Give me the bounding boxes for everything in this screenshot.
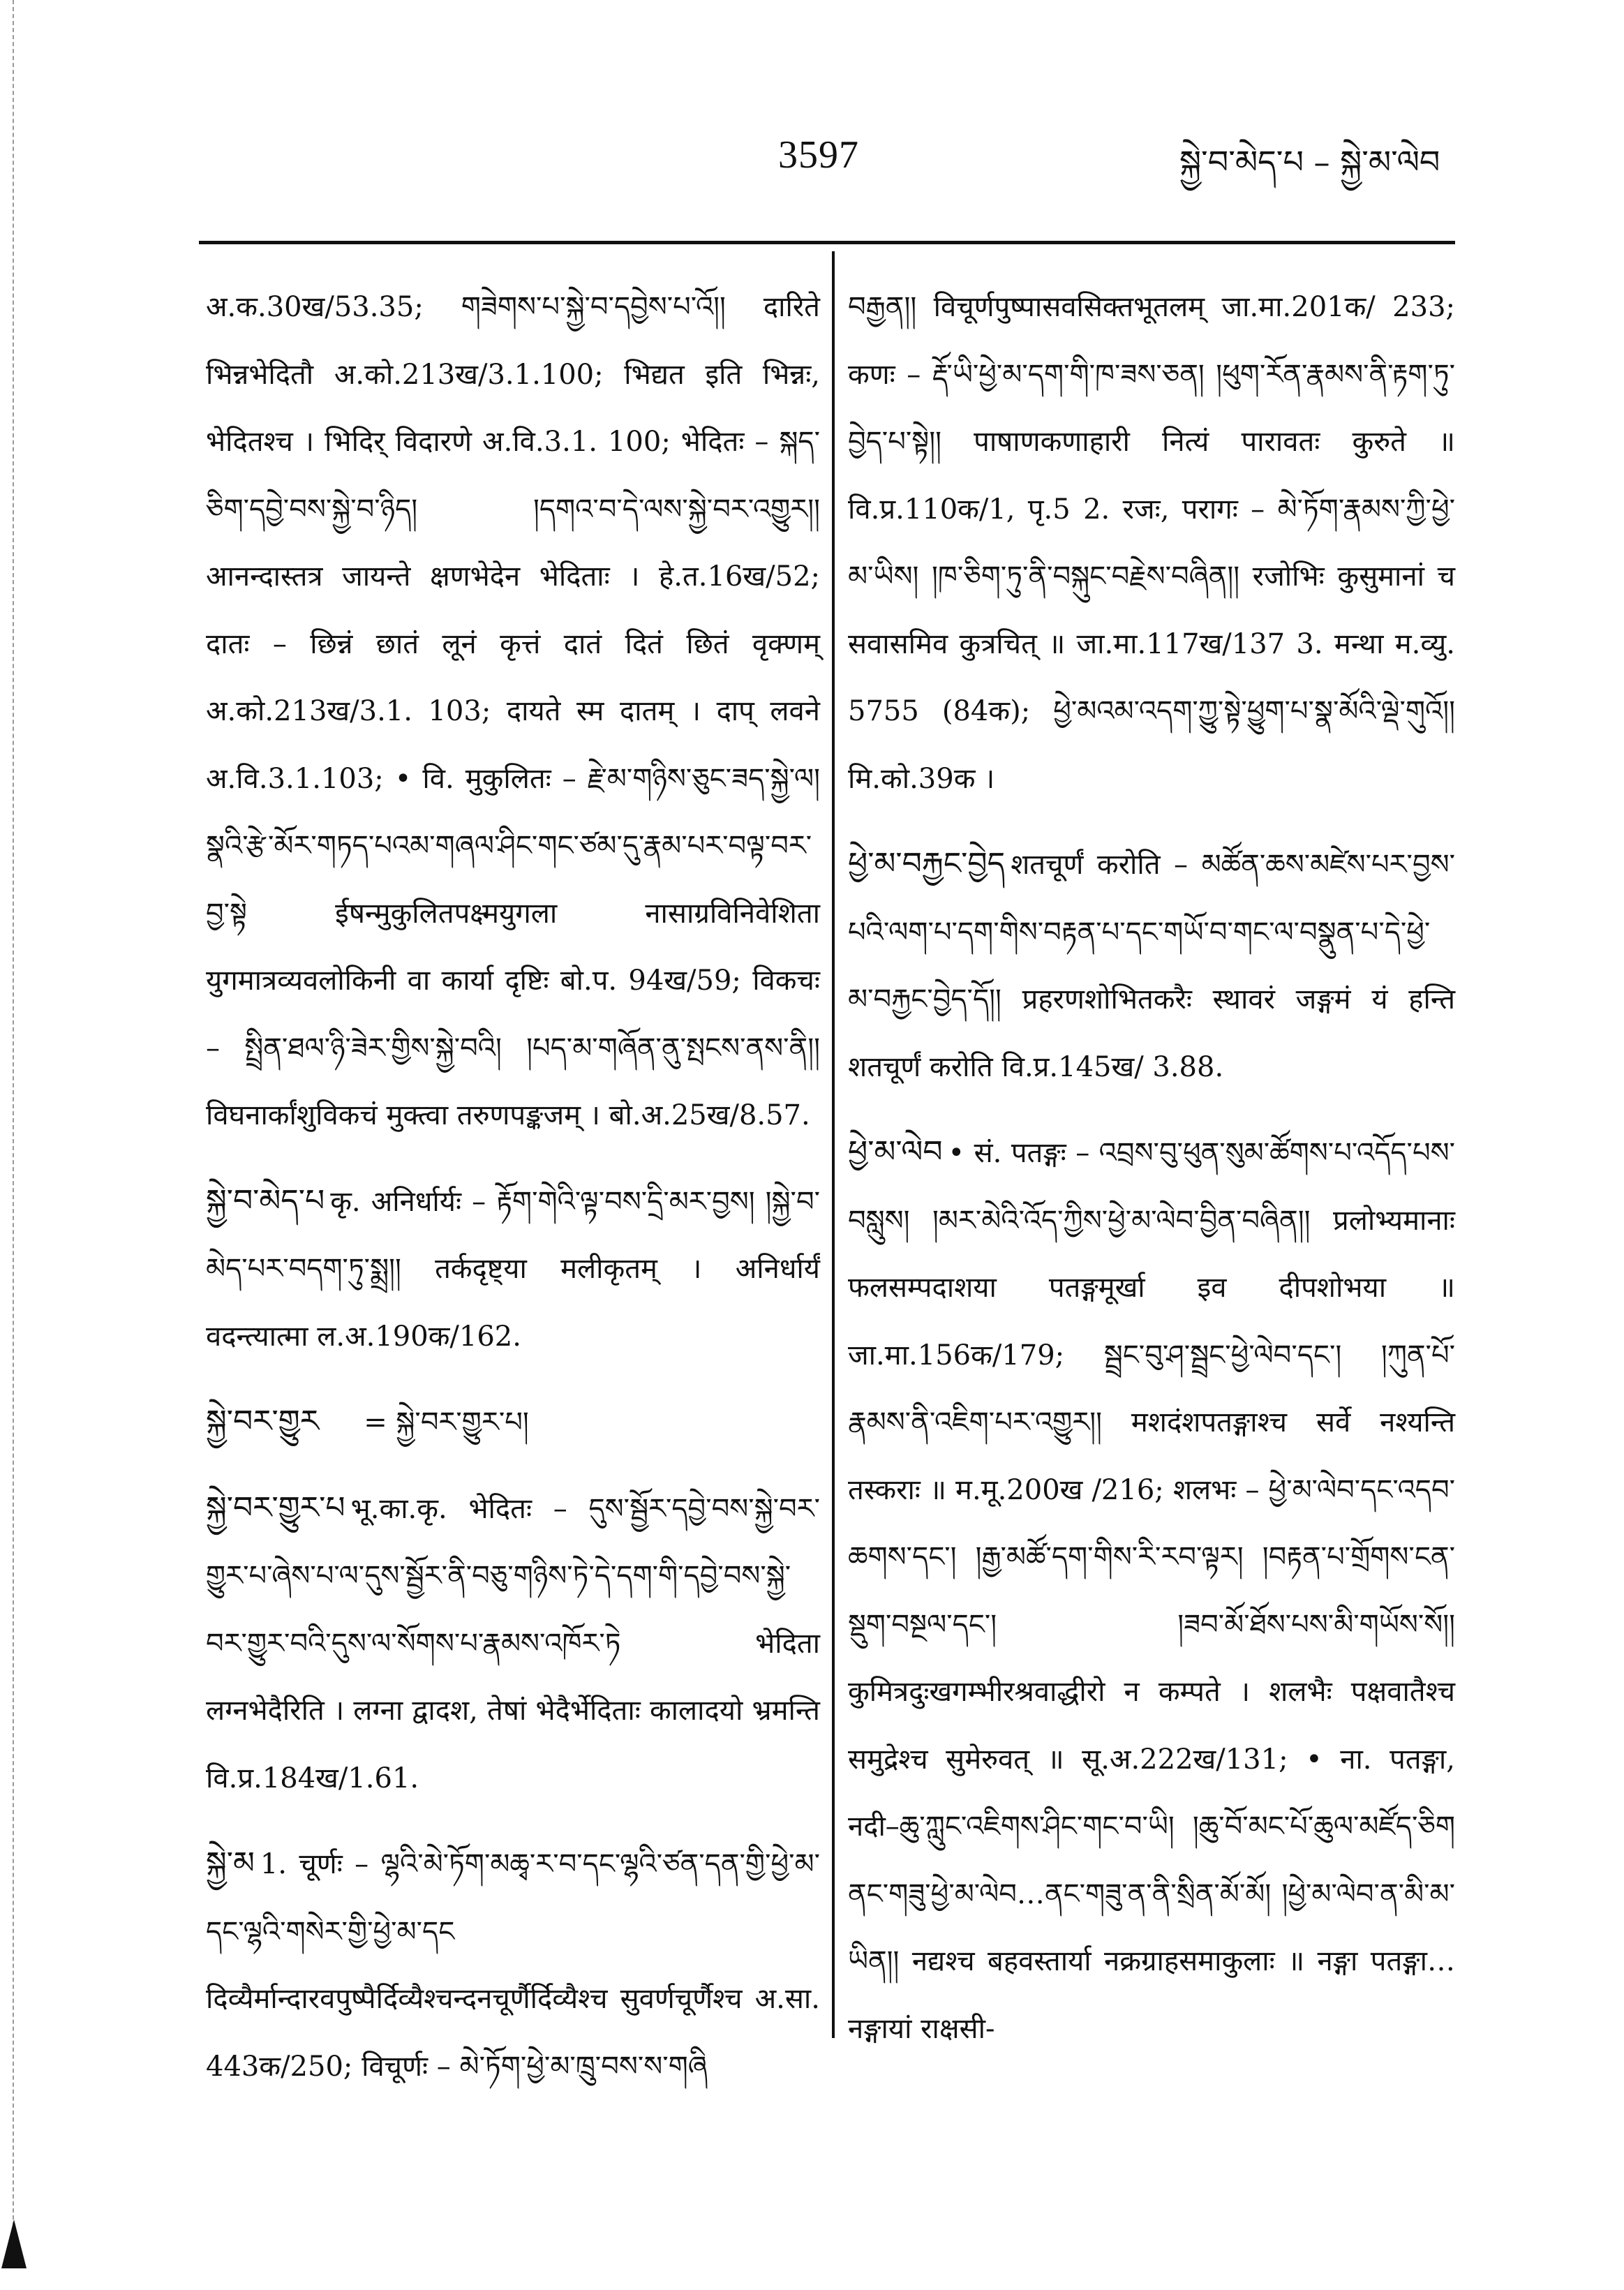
entry-headword: སྐྱེ་བ་མེད་པ [206,1182,325,1219]
entry-headword: ཕྱེ་མ་ལེབ [848,1134,943,1170]
entry-text: = སྐྱེ་བར་གྱུར་པ། [364,1406,529,1438]
entry-text: अ.क.30ख/53.35; གཟེགས་པ་སྐྱེ་བ་དབྱེས་པ་འོ།། दारिते भिन्नभेदितौ अ.को.213ख/3.1.100; भिद्यत इति भिन्नः, भेदितश्च । भिदिर् विदारणे अ.वि.3.1. 100; भेदितः – སྐད་ཅིག་དབྱེ་བས་སྐྱེ་བ་ཉིད། །དགའ་བ་དེ་ལས་སྐྱེ་བར་འགྱུར།། आनन्दास्तत्र जायन्ते क्षणभेदेन भेदिताः । हे.त.16ख/52; दातः – छिन्नं छातं लूनं कृत्तं दातं दितं छितं वृक्णम् अ.को.213ख/3.1. 103; दायते स्म दातम् । दाप् लवने अ.वि.3.1.103; • वि. मुकुलितः – རྗེ་མ་གཉིས་ཅུང་ཟད་སྐྱེ་ལ། སྣའི་རྩེ་མོར་གཏད་པའམ་གཞལ་ཤིང་གང་ཙམ་དུ་རྣམ་པར་བལྟ་བར་བྱ་སྟེ ईषन्मुकुलितपक्ष्मयुगला नासाग्रविनिवेशिता युगमात्रव्यवलोकिनी वा कार्या दृष्टिः बो.प. 94ख/59; विकचः – སྤྲིན་ཐལ་ཉི་ཟེར་གྱིས་སྐྱེ་བའི། །པད་མ་གཞོན་ནུ་སྤངས་ནས་ནི།། विघनार्कांशुविकचं मुक्त्वा तरुणपङ्कजम् । बो.अ.25ख/8.57. [206,291,820,1131]
page-number: 3597 [778,133,859,177]
entry-headword: སྐྱེ་བར་གྱུར [206,1404,320,1439]
left-column [206,274,820,2118]
entry [848,1119,1455,2062]
entry-headword: སྐྱེ་མ [206,1845,255,1881]
entry-text: • सं. पतङ्गः – འབྲས་བུ་ཕུན་སུམ་ཚོགས་པ་འདོད་པས་བསླུས། །མར་མེའི་འོད་ཀྱིས་ཕྱེ་མ་ལེབ་བྱིན་བཞིན།། प्रलोभ्यमानाः फलसम्पदाशया पतङ्गमूर्खा इव दीपशोभया ॥ जा.मा.156क/179; སྦྲང་བུ་ཤ་སྦྲང་ཕྱེ་ལེབ་དང་། །ཀུན་པོ་རྣམས་ནི་འཇིག་པར་འགྱུར།། मशदंशपतङ्गाश्च सर्वे नश्यन्ति तस्कराः ॥ म.मू.200ख /216; शलभः – ཕྱེ་མ་ལེབ་དང་འདབ་ཆགས་དང་། །རྒྱ་མཚོ་དག་གིས་རི་རབ་ལྟར། །བརྟན་པ་གྲོགས་ངན་སྡུག་བསྔལ་དང་། །ཟབ་མོ་ཐོས་པས་མི་གཡོས་སོ།། कुमित्रदुःखगम्भीरश्रवाद्धीरो न कम्पते । शलभैः पक्षवातैश्च समुद्रेश्च सुमेरुवत् ॥ सू.अ.222ख/131; • ना. पतङ्गा, नदी–ཆུ་ཀླུང་འཇིགས་ཤིང་གང་བ་ཡི། །ཆུ་བོ་མང་པོ་ཆུལ་མཛོད་ཅིག ནང་གཟུ་ཕྱེ་མ་ལེབ…ནང་གཟུ་ན་ནི་སྲིན་མོ་མོ། །ཕྱེ་མ་ལེབ་ན་མི་མ་ཡིན།། नद्यश्च बहवस्तार्या नक्रग्राहसमाकुलाः ॥ नङ्गा पतङ्गा… नङ्गायां राक्षसी- [848,1137,1455,2045]
entry [206,1830,820,2100]
right-column [848,274,1455,2081]
column-divider [832,251,835,2038]
entry [206,1168,820,1371]
entry [206,1475,820,1813]
entry [848,831,1455,1101]
entry-headword: ཕྱེ་མ་བརྐྱང་བྱེད [848,846,1006,882]
entry-text: कृ. अनिर्धार्यः – རྟོག་གེའི་ལྟ་བས་དྲི་མར་བྱས། །སྐྱེ་བ་མེད་པར་བདག་ཏུ་སྨྲ།། तर्कदृष्ट्या मलीकृतम् । अनिर्धार्यं वदन्त्यात्मा ल.अ.190क/162. [206,1185,820,1353]
running-head: སྐྱེ་བ་མེད་པ – སྐྱེ་མ་ལེབ [1179,143,1440,181]
entry-continuation [848,274,1455,812]
entry-text: 1. चूर्णः – ལྷའི་མེ་ཏོག་མཆྭ་ར་བ་དང་ལྷའི་ཙན་དན་གྱི་ཕྱེ་མ་དང་ལྷའི་གསེར་གྱི་ཕྱེ་མ་དང दिव्यैर्मान्दारवपुष्पैर्दिव्यैश्चन्दनचूर्णैर्दिव्यैश्च सुवर्णचूर्णैश्च अ.सा. 443क/250; विचूर्णः – མེ་ཏོག་ཕྱེ་མ་ཁྲུ་བས་ས་གཞི [206,1848,820,2083]
binding-margin-mark [1,2220,27,2268]
binding-margin-line [13,0,14,2233]
entry [206,1388,820,1457]
entry-text: བརྒྱན།། विचूर्णपुष्पासवसिक्तभूतलम् जा.मा.201क/ 233; कणः – རྡོ་ཡི་ཕྱེ་མ་དག་གི་ཁ་ཟས་ཅན། །ཕུག་རོན་རྣམས་ནི་རྟག་ཏུ་བྱེད་པ་སྟེ།། पाषाणकणाहारी नित्यं पारावतः कुरुते ॥ वि.प्र.110क/1, पृ.5 2. रजः, परागः – མེ་ཏོག་རྣམས་ཀྱི་ཕྱེ་མ་ཡིས། །ཁ་ཅིག་ཏུ་ནི་བསྐུང་བརྗེས་བཞིན།། रजोभिः कुसुमानां च सवासमिव कुत्रचित् ॥ जा.मा.117ख/137 3. मन्था म.व्यु. 5755 (84क); ཕྱེ་མའམ་འདག་ཀྱུ་སྟེ་ཕྱུག་པ་སྣ་མོའི་ལྡེ་གུའོ།། मि.को.39क । [848,291,1455,795]
entry-text: शतचूर्णं करोति – མཚོན་ཆས་མཛེས་པར་བྱས་པའི་ལག་པ་དག་གིས་བརྟན་པ་དང་གཡོ་བ་གང་ལ་བསྣུན་པ་དེ་ཕྱེ་མ་བརྐྱང་བྱེད་དོ།། प्रहरणशोभितकरैः स्थावरं जङ्गमं यं हन्ति शतचूर्णं करोति वि.प्र.145ख/ 3.88. [848,849,1455,1083]
entry-text: भू.का.कृ. भेदितः – དུས་སྦྱོར་དབྱེ་བས་སྐྱེ་བར་གྱུར་པ་ཞེས་པ་ལ་དུས་སྦྱོར་ནི་བཅུ་གཉིས་ཏེ་དེ་དག་གི་དབྱེ་བས་སྐྱེ་བར་གྱུར་བའི་དུས་ལ་སོགས་པ་རྣམས་འཁོར་ཏེ भेदिता लग्नभेदैरिति । लग्ना द्वादश, तेषां भेदैर्भेदिताः कालादयो भ्रमन्ति वि.प्र.184ख/1.61. [206,1492,820,1794]
entry-headword: སྐྱེ་བར་གྱུར་པ [206,1489,345,1526]
entry-continuation [206,274,820,1150]
header-rule [199,241,1455,244]
